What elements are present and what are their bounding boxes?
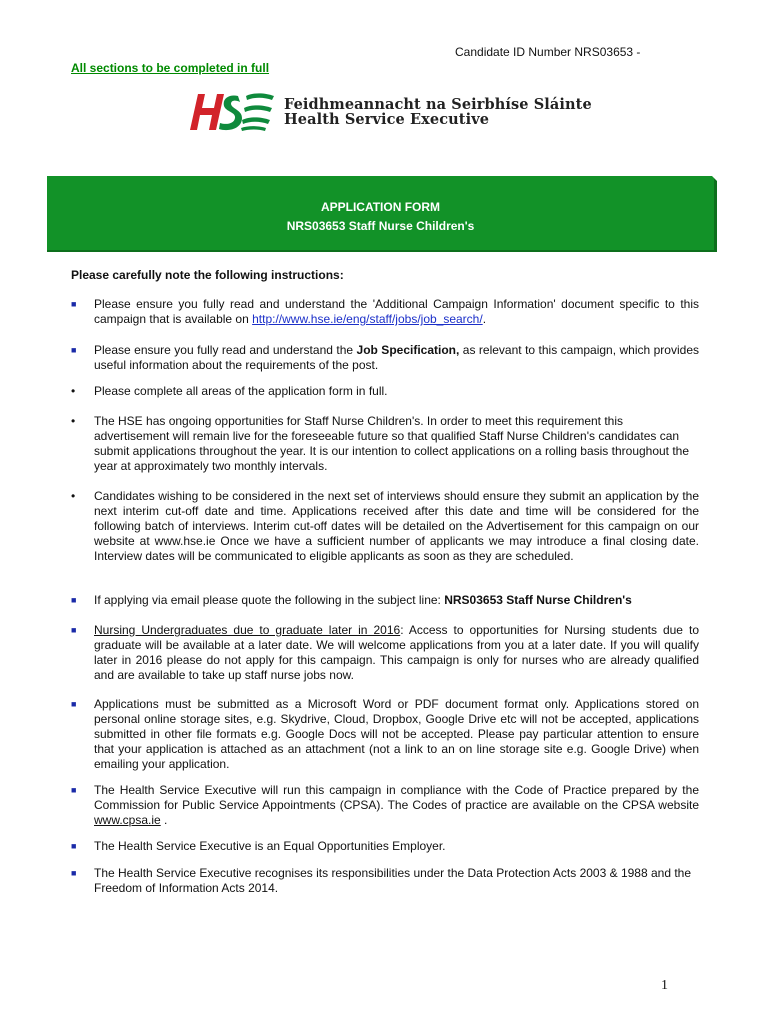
instruction-text: Please complete all areas of the application form in full.: [94, 384, 388, 398]
hse-logo: [186, 90, 592, 134]
square-bullet-icon: ■: [71, 785, 77, 795]
round-bullet-icon: •: [71, 489, 76, 503]
job-specification-emphasis: Job Specification,: [356, 343, 460, 357]
instruction-item: [71, 783, 699, 828]
logo-english-name: Health Service Executive: [284, 111, 490, 128]
square-bullet-icon: ■: [71, 868, 77, 878]
banner-corner-decoration: [711, 175, 717, 181]
instruction-item: [71, 839, 699, 854]
instruction-text: The Health Service Executive is an Equal Opportunities Employer.: [94, 839, 446, 853]
instruction-text: : Access to opportunities for Nursing students due to graduate will be available at a later date. We will welcome applications from you at a later date. If you will qualify later in 2016 please do not apply for this campaign. This campaign is only for nurses who are already qualified and are available to take up staff nurse jobs now.: [94, 623, 699, 682]
instruction-item: [71, 866, 699, 896]
logo-irish-name: Feidhmeannacht na Seirbhíse Sláinte: [284, 96, 592, 113]
page-number: 1: [661, 978, 668, 993]
instruction-item: [71, 623, 699, 683]
instruction-text: Please ensure you fully read and understand the: [94, 343, 357, 357]
instruction-text-end: .: [160, 813, 168, 827]
instruction-text-end: .: [482, 312, 487, 326]
instruction-item: [71, 593, 699, 608]
hse-logo-mark: [186, 90, 276, 134]
instruction-text-end: as relevant to this campaign, which provides useful information about the requirements of the post.: [94, 343, 699, 372]
instruction-item: [71, 384, 699, 399]
square-bullet-icon: ■: [71, 841, 77, 851]
round-bullet-icon: •: [71, 384, 76, 398]
square-bullet-icon: ■: [71, 299, 77, 309]
square-bullet-icon: ■: [71, 625, 77, 635]
instruction-item: [71, 697, 699, 772]
round-bullet-icon: •: [71, 414, 76, 428]
instruction-text: Applications must be submitted as a Microsoft Word or PDF document format only. Applications stored on personal online storage sites, e.g. Skydrive, Cloud, Dropbox, Google Drive etc will not be accepted, applications submitted in other file formats e.g. Google Docs will not be accepted. Please pay particular attention to ensure that your application is attached as an attachment (not a link to an on line storage site e.g. Google Drive) when emailing your application.: [94, 697, 699, 771]
banner-subtitle: NRS03653 Staff Nurse Children's: [286, 219, 475, 233]
instruction-text: The Health Service Executive will run this campaign in compliance with the Code of Practice prepared by the Commission for Public Service Appointments (CPSA). The Codes of practice are available on the CPSA website: [94, 783, 699, 812]
square-bullet-icon: ■: [71, 699, 77, 709]
subject-line-emphasis: NRS03653 Staff Nurse Children's: [444, 593, 632, 607]
square-bullet-icon: ■: [71, 595, 77, 605]
undergraduates-heading: Nursing Undergraduates due to graduate later in 2016: [94, 623, 401, 637]
instruction-text: The HSE has ongoing opportunities for Staff Nurse Children's. In order to meet this requirement this advertisement will remain live for the foreseeable future so that qualified Staff Nurse Children's candidates can submit applications throughout the year. It is our intention to collect applications on a rolling basis throughout the year at approximately two monthly intervals.: [94, 414, 690, 473]
cpsa-link[interactable]: www.cpsa.ie: [94, 813, 161, 827]
instruction-item: [71, 297, 699, 327]
job-search-link[interactable]: http://www.hse.ie/eng/staff/jobs/job_search/: [252, 312, 483, 326]
application-form-banner: [47, 176, 717, 252]
instruction-item: [71, 489, 699, 564]
instruction-item: [71, 343, 699, 373]
instruction-text: Candidates wishing to be considered in the next set of interviews should ensure they submit an application by the next interim cut-off date and time. Applications received after this date and time will be considered for the following batch of interviews. Interim cut-off dates will be detailed on the Advertisement for this campaign on our website at www.hse.ie Once we have a sufficient number of applicants we may introduce a final closing date. Interview dates will be communicated to eligible applicants as soon as they are scheduled.: [94, 489, 699, 563]
instructions-title: Please carefully note the following instructions:: [71, 268, 344, 282]
instruction-item: [71, 414, 699, 474]
instruction-text: Please ensure you fully read and understand the 'Additional Campaign Information' document specific to this campaign that is available on: [94, 297, 699, 326]
instruction-text: If applying via email please quote the following in the subject line:: [94, 593, 445, 607]
square-bullet-icon: ■: [71, 345, 77, 355]
instruction-text: The Health Service Executive recognises its responsibilities under the Data Protection Acts 2003 & 1988 and the Freedom of Information Acts 2014.: [94, 866, 692, 895]
banner-title: APPLICATION FORM: [320, 200, 441, 214]
all-sections-notice: All sections to be completed in full: [71, 61, 270, 75]
candidate-id-number: Candidate ID Number NRS03653 -: [455, 45, 641, 59]
